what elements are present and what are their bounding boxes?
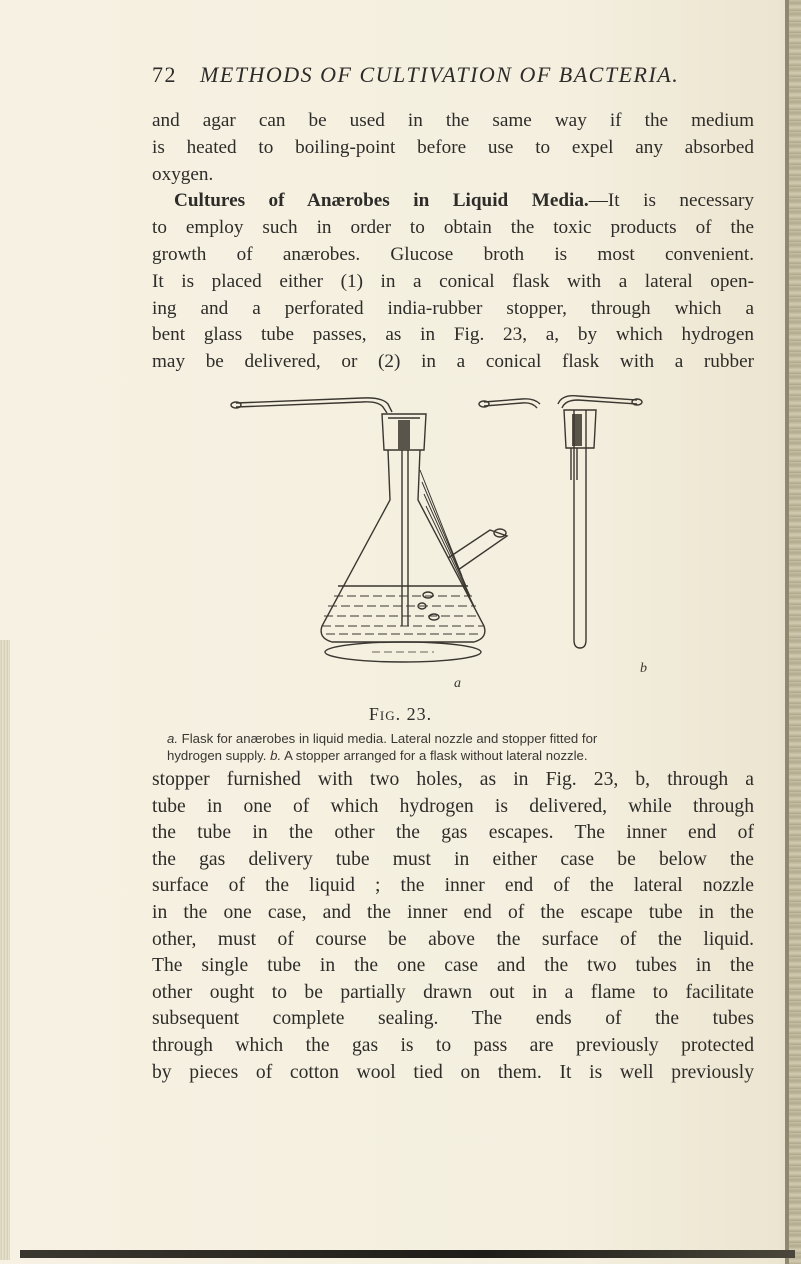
page-edge-left [0,640,10,1260]
body-text-top [152,108,754,376]
text-line: in the one case, and the inner end of the escape tube in the [152,901,754,923]
text-line: oxygen. [152,163,214,185]
caption-text: Flask for anærobes in liquid media. Lateral nozzle and stopper fitted for [181,731,598,746]
text-line: other ought to be partially drawn out in a flame to facilitate [152,981,754,1003]
caption-label-a: a. [167,731,178,746]
text-line: ing and a perforated india-rubber stopper, through which a [152,297,754,319]
conical-flask-a-icon [321,450,485,642]
figure-title: Fig. 23. [368,704,433,724]
text-line: by pieces of cotton wool tied on them. It is well previously [152,1061,754,1083]
page-edge-right [785,0,801,1264]
caption-text: A stopper arranged for a flask without lateral nozzle. [284,748,588,763]
text-line: surface of the liquid ; the inner end of the lateral nozzle [152,875,754,897]
text-line: the tube in the other the gas escapes. The inner end of [152,822,754,844]
section-heading: Cultures of Anærobes in Liquid Media. [174,190,589,212]
text-line: other, must of course be above the surface of the liquid. [152,928,754,950]
running-title: METHODS OF CULTIVATION OF BACTERIA. [200,62,680,87]
caption-line [167,730,747,747]
delivery-tube-a-icon [236,398,392,412]
caption-text: hydrogen supply. [167,748,267,763]
figure-caption [167,730,747,764]
running-header [152,62,712,90]
text-line: stopper furnished with two holes, as in Fig. 23, b, through a [152,769,754,790]
body-text-bottom [152,767,754,1086]
text-line: It is placed either (1) in a conical flask with a lateral open- [152,270,754,292]
text-line: bent glass tube passes, as in Fig. 23, a, by which hydrogen [152,324,754,346]
page-bottom-shadow [20,1250,795,1258]
figure-23-illustration [222,390,662,690]
caption-line [167,747,747,764]
text-line: to employ such in order to obtain the toxic products of the [152,217,754,239]
section-heading-line [152,188,754,215]
text-line: tube in one of which hydrogen is delivered, while through [152,795,754,817]
text-line: and agar can be used in the same way if the medium [152,110,754,131]
figure-label-a: a [454,676,461,690]
text-line: through which the gas is to pass are previously protected [152,1034,754,1056]
text-line: the gas delivery tube must in either case be below the [152,848,754,870]
text-line: may be delivered, or (2) in a conical flask with a rubber [152,351,754,373]
text-line: The single tube in the one case and the two tubes in the [152,955,754,977]
page-number: 72 [152,62,177,87]
text-line: subsequent complete sealing. The ends of the tubes [152,1008,754,1030]
figure-label-b: b [640,661,647,676]
text-line: growth of anærobes. Glucose broth is most convenient. [152,243,754,265]
text-fragment: —It is necessary [588,190,754,212]
caption-label-b: b. [270,748,282,763]
text-line: is heated to boiling-point before use to expel any absorbed [152,136,754,158]
